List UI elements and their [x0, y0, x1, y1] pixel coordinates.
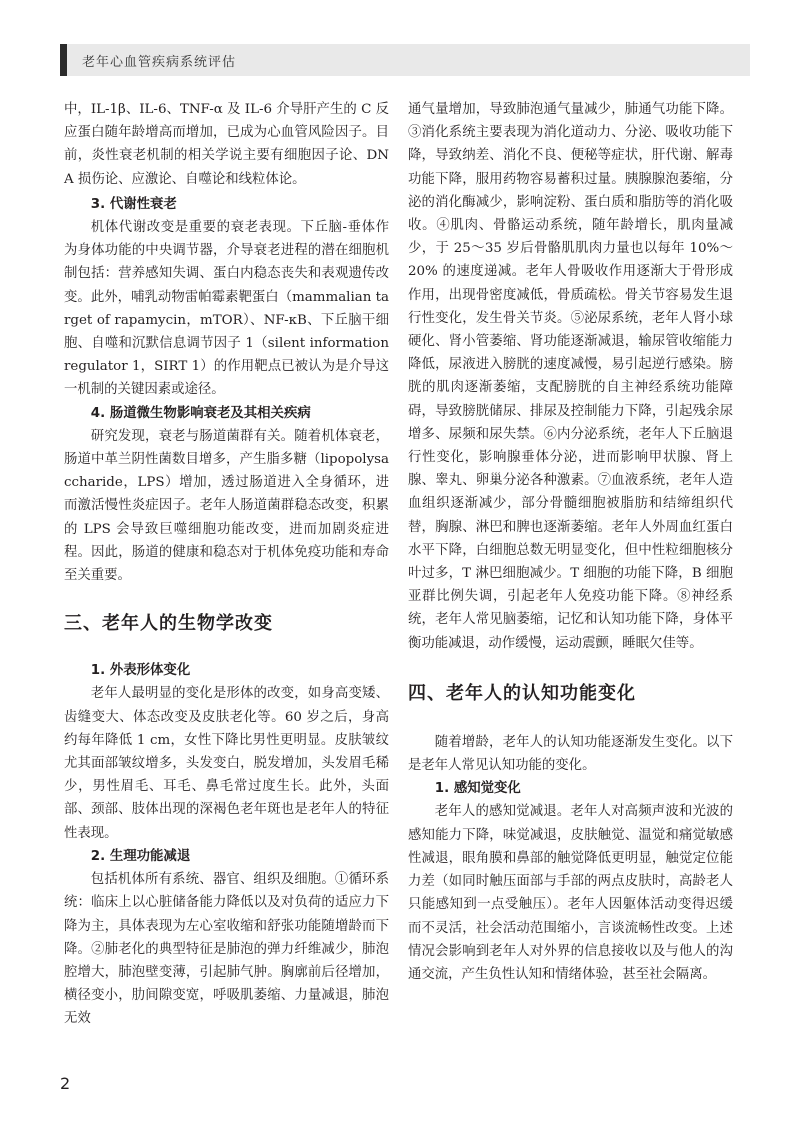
paragraph: 机体代谢改变是重要的衰老表现。下丘脑-垂体作为身体功能的中央调节器，介导衰老进程的潜在细胞机制包括：营养感知失调、蛋白内稳态丧失和表观遗传改变。此外，哺乳动物雷帕霉素靶蛋白（mammalian target of rapamycin，mTOR）、NF-κB、下丘脑干细胞、自噬和沉默信息调节因子 1（silent information regulator 1，SIRT 1）的作用靶点已被认为是介导这一机制的关键因素或途径。 [64, 220, 389, 398]
paragraph: 随着增龄，老年人的认知功能逐渐发生变化。以下是老年人常见认知功能的变化。 [408, 734, 733, 774]
subheading-perception: 1. 感知觉变化 [434, 781, 521, 797]
header-accent-bar [60, 44, 67, 76]
header-title: 老年心血管疾病系统评估 [82, 55, 237, 70]
left-column [64, 98, 389, 1031]
right-column [408, 98, 733, 986]
paragraph: 老年人最明显的变化是形体的改变，如身高变矮、齿缝变大、体态改变及皮肤老化等。60 岁之后，身高约每年降低 1 cm，女性下降比男性更明显。皮肤皱纹尤其面部皱纹增多，头发变白，脱发增加，头发眉毛稀少，男性眉毛、耳毛、鼻毛常过度生长。此外，头面部、颈部、肢体出现的深褐色老年斑也是老年人的特征性表现。 [64, 686, 389, 841]
running-header [60, 44, 750, 76]
paragraph: 通气量增加，导致肺泡通气量减少，肺通气功能下降。③消化系统主要表现为消化道动力、分泌、吸收功能下降，导致纳差、消化不良、便秘等症状，肝代谢、解毒功能下降，服用药物容易蓄积过量。胰腺腺泡萎缩，分泌的消化酶减少，影响淀粉、蛋白质和脂肪等的消化吸收。④肌肉、骨骼运动系统，随年龄增长，肌肉量减少，于 25～35 岁后骨骼肌肌肉力量也以每年 10%～20% 的速度递减。老年人骨吸收作用逐渐大于骨形成作用，出现骨密度减低，骨质疏松。骨关节容易发生退行性变化，发生骨关节炎。⑤泌尿系统，老年人肾小球硬化、肾小管萎缩、肾功能逐渐减退，输尿管收缩能力降低，尿液进入膀胱的速度减慢，易引起逆行感染。膀胱的肌肉逐渐萎缩，支配膀胱的自主神经系统功能障碍，导致膀胱储尿、排尿及控制能力下降，引起残余尿增多、尿频和尿失禁。⑥内分泌系统，老年人下丘脑退行性变化，影响腺垂体分泌，进而影响甲状腺、肾上腺、睾丸、卵巢分泌各种激素。⑦血液系统，老年人造血组织逐渐减少，部分骨髓细胞被脂肪和结缔组织代替，胸腺、淋巴和脾也逐渐萎缩。老年人外周血红蛋白水平下降，白细胞总数无明显变化，但中性粒细胞核分叶过多，T 淋巴细胞减少。T 细胞的功能下降，B 细胞亚群比例失调，引起老年人免疫功能下降。⑧神经系统，老年人常见脑萎缩，记忆和认知功能下降，身体平衡功能减退，动作缓慢，运动震颤，睡眠欠佳等。 [408, 102, 733, 651]
subheading-gut-microbiota: 4. 肠道微生物影响衰老及其相关疾病 [90, 405, 311, 421]
subheading-metabolic-aging: 3. 代谢性衰老 [90, 196, 177, 212]
section-heading-cognitive-changes: 四、老年人的认知功能变化 [408, 682, 636, 704]
paragraph: 老年人的感知觉减退。老年人对高频声波和光波的感知能力下降，味觉减退，皮肤触觉、温觉和痛觉敏感性减退，眼角膜和鼻部的触觉降低更明显，触觉定位能力差（如同时触压面部与手部的两点皮肤时，高龄老人只能感知到一点受触压）。老年人因躯体活动变得迟缓而不灵活，社会活动范围缩小，言谈流畅性改变。上述情况会影响到老年人对外界的信息接收以及与他人的沟通交流，产生负性认知和情绪体验，甚至社会隔离。 [408, 804, 733, 982]
section-heading-biological-changes: 三、老年人的生物学改变 [64, 613, 273, 635]
subheading-physiological-decline: 2. 生理功能减退 [90, 848, 191, 864]
subheading-appearance: 1. 外表形体变化 [90, 663, 191, 679]
paragraph: 包括机体所有系统、器官、组织及细胞。①循环系统：临床上以心脏储备能力降低以及对负荷的适应力下降为主，具体表现为左心室收缩和舒张功能随增龄而下降。②肺老化的典型特征是肺泡的弹力纤维减少，肺泡腔增大，肺泡壁变薄，引起肺气肿。胸廓前后径增加，横径变小，肋间隙变宽，呼吸肌萎缩、力量减退，肺泡无效 [64, 872, 389, 1027]
paragraph: 研究发现，衰老与肠道菌群有关。随着机体衰老，肠道中革兰阴性菌数目增多，产生脂多糖（lipopolysaccharide，LPS）增加，透过肠道进入全身循环，进而激活慢性炎症因子。老年人肠道菌群稳态改变，积累的 LPS 会导致巨噬细胞功能改变，进而加剧炎症进程。因此，肠道的健康和稳态对于机体免疫功能和寿命至关重要。 [64, 428, 389, 584]
page-number: 2 [60, 1074, 71, 1093]
paragraph: 中，IL-1β、IL-6、TNF-α 及 IL-6 介导肝产生的 C 反应蛋白随年龄增高而增加，已成为心血管风险因子。目前，炎性衰老机制的相关学说主要有细胞因子论、DNA 损伤论、应激论、自噬论和线粒体论。 [64, 102, 389, 187]
